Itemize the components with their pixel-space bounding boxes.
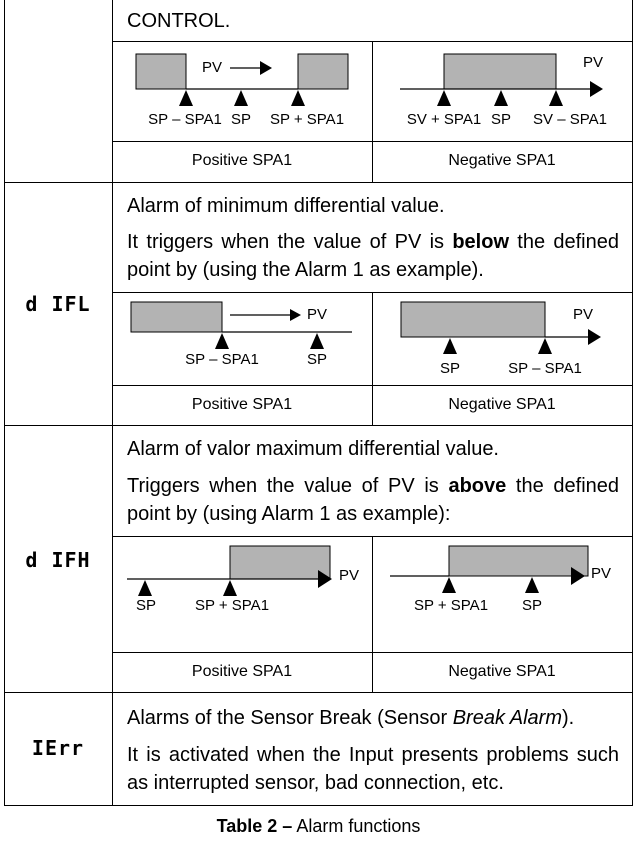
row2-body: It triggers when the value of PV is below the defined point by (using the Alarm 1 as example).: [127, 231, 619, 281]
sp-label: SP: [439, 360, 460, 377]
row2-caption-negative: Negative SPA1: [448, 396, 556, 413]
pv-label: PV: [202, 59, 223, 76]
pv-label: PV: [572, 306, 593, 323]
sp-label: SP: [135, 597, 156, 614]
row3-caption-negative: Negative SPA1: [448, 663, 556, 680]
table-caption: Table 2 – Alarm functions: [216, 816, 421, 836]
sp-label: SP: [490, 111, 511, 128]
pv-label: PV: [306, 306, 327, 323]
row4-body: It is activated when the Input presents problems such as interrupted sensor, bad connection, etc.: [127, 744, 619, 794]
sv-minus-spa1-label: SV – SPA1: [533, 111, 607, 128]
sp-plus-spa1-label: SP + SPA1: [413, 597, 489, 614]
row4-function-code: IErr: [31, 736, 85, 760]
sp-plus-spa1-label: SP + SPA1: [269, 111, 345, 128]
pv-label: PV: [338, 567, 359, 584]
pv-label: PV: [590, 565, 611, 582]
row2-title: Alarm of minimum differential value.: [127, 195, 445, 217]
row4-title: Alarms of the Sensor Break (Sensor Break Alarm).: [127, 707, 575, 729]
row1-caption-negative: Negative SPA1: [448, 152, 556, 169]
row2-function-code: d IFL: [25, 292, 91, 316]
sp-minus-spa1-label: SP – SPA1: [148, 111, 222, 128]
sp-label: SP: [230, 111, 251, 128]
row3-title: Alarm of valor maximum differential value.: [127, 438, 499, 460]
sp-label: SP: [521, 597, 542, 614]
sp-minus-spa1-label: SP – SPA1: [508, 360, 582, 377]
row3-caption-positive: Positive SPA1: [191, 663, 293, 680]
row2-caption-positive: Positive SPA1: [191, 396, 293, 413]
sv-plus-spa1-label: SV + SPA1: [406, 111, 482, 128]
row1-caption-positive: Positive SPA1: [191, 152, 293, 169]
row3-body: Triggers when the value of PV is above the defined point by (using Alarm 1 as example):: [127, 475, 620, 525]
row3-function-code: d IFH: [25, 548, 91, 572]
sp-label: SP: [306, 351, 327, 368]
sp-plus-spa1-label: SP + SPA1: [194, 597, 270, 614]
pv-label: PV: [582, 54, 603, 71]
sp-minus-spa1-label: SP – SPA1: [185, 351, 259, 368]
row1-description: CONTROL.: [127, 10, 231, 32]
